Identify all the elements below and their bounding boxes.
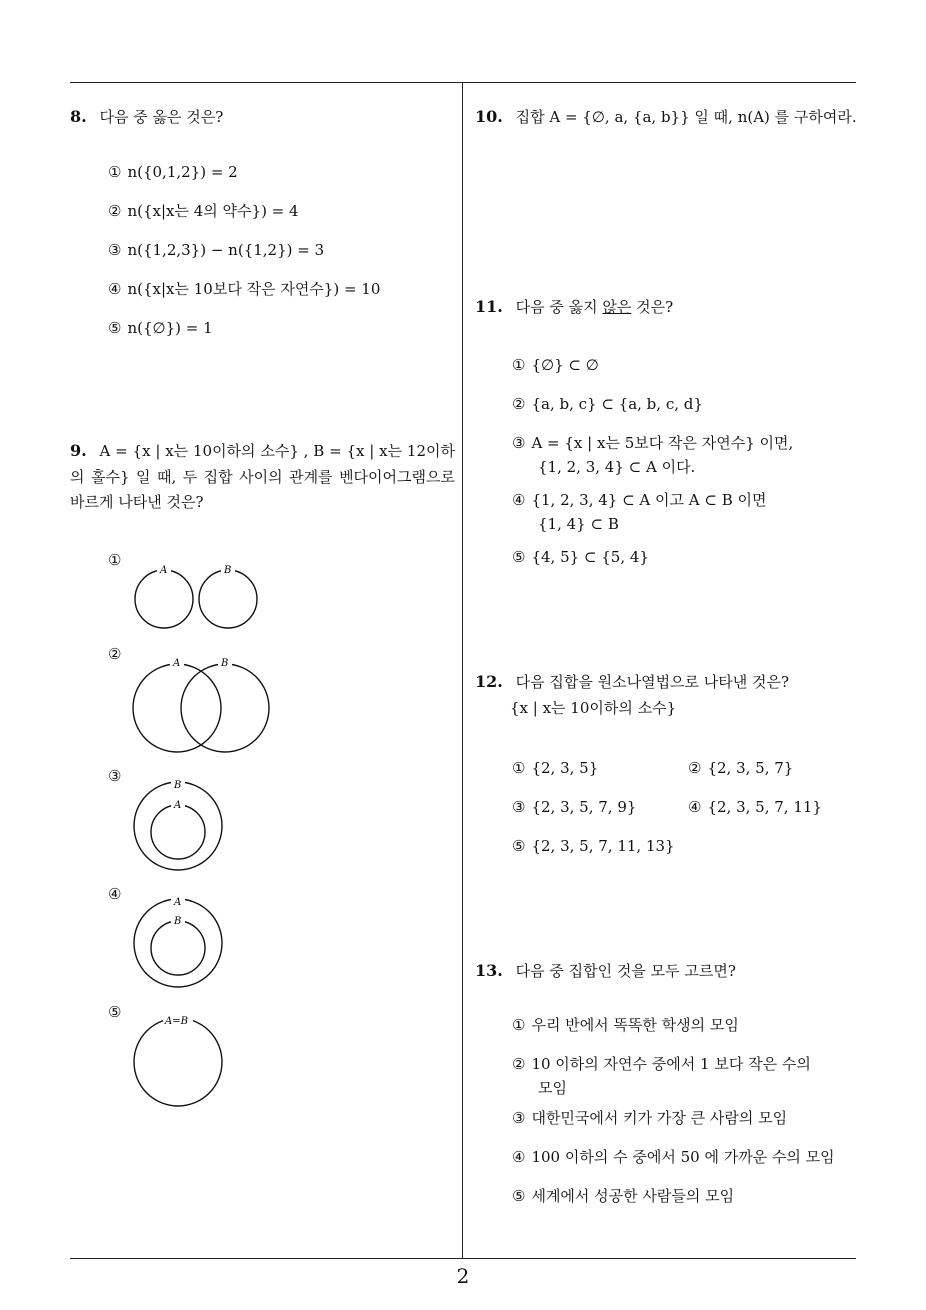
- question-text: 집합 A = {∅, a, {a, b}} 일 때, n(A) 를 구하여라.: [515, 108, 857, 126]
- option-text-line2: {1, 2, 3, 4} ⊂ A 이다.: [538, 458, 696, 476]
- option-mark: ④: [688, 798, 702, 816]
- option-text: 100 이하의 수 중에서 50 에 가까운 수의 모임: [531, 1148, 835, 1166]
- option-text-line1: {1, 2, 3, 4} ⊂ A 이고 A ⊂ B 이면: [531, 491, 767, 509]
- set-a-circle: [151, 805, 205, 859]
- q9-option-4-venn[interactable]: [125, 892, 235, 992]
- q13-option-5[interactable]: [512, 1184, 734, 1208]
- column-divider: [462, 83, 463, 1259]
- option-mark: ⑤: [512, 1187, 526, 1205]
- q13-option-4[interactable]: [512, 1145, 835, 1169]
- question-10: [475, 103, 860, 131]
- set-b-circle: [134, 782, 222, 870]
- set-a-circle: [134, 899, 222, 987]
- q8-option-4[interactable]: [108, 277, 380, 301]
- question-number: 10.: [475, 107, 503, 126]
- option-text: 세계에서 성공한 사람들의 모임: [531, 1187, 735, 1205]
- set-b-label: B: [221, 658, 229, 669]
- q8-option-5[interactable]: [108, 316, 213, 340]
- option-text: {2, 3, 5, 7, 11}: [707, 798, 822, 816]
- option-text-line1: A = {x | x는 5보다 작은 자연수} 이면,: [531, 434, 794, 452]
- set-a-circle: [135, 570, 193, 628]
- set-a-circle: [133, 664, 221, 752]
- q8-option-2[interactable]: [108, 199, 299, 223]
- option-text: n({1,2,3}) − n({1,2}) = 3: [127, 241, 325, 259]
- option-text: n({0,1,2}) = 2: [127, 163, 238, 181]
- option-text: {4, 5} ⊂ {5, 4}: [531, 548, 649, 566]
- page-number: 2: [456, 1264, 470, 1288]
- question-text: A = {x | x는 10이하의 소수} , B = {x | x는 12이하의 홀수} 일 때, 두 집합 사이의 관계를 벤다이어그램으로 바르게 나타낸 것은?: [70, 442, 455, 511]
- option-text: {2, 3, 5, 7}: [707, 759, 794, 777]
- q12-option-2[interactable]: [688, 756, 793, 780]
- set-ab-circle: [134, 1018, 222, 1106]
- option-mark: ④: [108, 280, 122, 298]
- option-mark: ③: [108, 241, 122, 259]
- question-number: 12.: [475, 672, 503, 691]
- question-set: {x | x는 10이하의 소수}: [510, 698, 677, 717]
- q9-option-1-mark[interactable]: ①: [108, 551, 122, 569]
- question-text: 다음 중 집합인 것을 모두 고르면?: [515, 962, 736, 980]
- set-a-label: A: [174, 800, 182, 811]
- option-mark: ⑤: [108, 319, 122, 337]
- q8-option-3[interactable]: [108, 238, 324, 262]
- set-b-circle: [181, 664, 269, 752]
- question-12: [475, 668, 855, 721]
- question-9: [70, 437, 455, 516]
- question-text-underlined: 않은: [602, 298, 632, 316]
- question-text-before: 다음 중 옳지: [515, 298, 603, 316]
- option-mark: ①: [512, 1016, 526, 1034]
- question-text-after: 것은?: [631, 298, 674, 316]
- q11-option-2[interactable]: [512, 392, 703, 416]
- option-text-line1: 10 이하의 자연수 중에서 1 보다 작은 수의: [531, 1055, 811, 1073]
- q13-option-3[interactable]: [512, 1106, 787, 1130]
- option-mark: ①: [108, 163, 122, 181]
- question-text: 다음 중 옳은 것은?: [99, 108, 224, 126]
- q11-option-3[interactable]: [512, 431, 793, 479]
- option-text: n({x|x는 4의 약수}) = 4: [127, 202, 299, 220]
- bottom-rule: [70, 1258, 856, 1259]
- option-text: n({∅}) = 1: [127, 319, 213, 337]
- set-a-label: A: [160, 565, 168, 576]
- set-b-label: B: [224, 565, 232, 576]
- set-a-label: A: [174, 897, 182, 908]
- option-mark: ④: [512, 1148, 526, 1166]
- option-text: 대한민국에서 키가 가장 큰 사람의 모임: [531, 1109, 788, 1127]
- q8-option-1[interactable]: [108, 160, 238, 184]
- question-number: 13.: [475, 961, 503, 980]
- option-text-line2: {1, 4} ⊂ B: [538, 515, 619, 533]
- q9-option-2-venn[interactable]: [125, 652, 280, 757]
- option-mark: ③: [512, 434, 526, 452]
- option-mark: ①: [512, 759, 526, 777]
- q9-option-2-mark[interactable]: ②: [108, 645, 122, 663]
- question-8: [70, 103, 450, 131]
- option-text-line2: 모임: [538, 1079, 567, 1097]
- set-b-circle: [199, 570, 257, 628]
- option-mark: ③: [512, 798, 526, 816]
- q12-option-5[interactable]: [512, 834, 675, 858]
- q9-option-3-venn[interactable]: [125, 776, 235, 876]
- set-a-label: A: [173, 658, 181, 669]
- q12-option-4[interactable]: [688, 795, 822, 819]
- q12-option-3[interactable]: [512, 795, 636, 819]
- question-number: 9.: [70, 441, 87, 460]
- option-text: 우리 반에서 똑똑한 학생의 모임: [531, 1016, 739, 1034]
- q9-option-3-mark[interactable]: ③: [108, 767, 122, 785]
- q12-option-1[interactable]: [512, 756, 598, 780]
- question-11: [475, 293, 855, 321]
- option-mark: ①: [512, 356, 526, 374]
- q9-option-5-venn[interactable]: [125, 1012, 235, 1112]
- option-mark: ②: [512, 395, 526, 413]
- q9-option-5-mark[interactable]: ⑤: [108, 1003, 122, 1021]
- option-mark: ②: [108, 202, 122, 220]
- option-mark: ②: [688, 759, 702, 777]
- set-b-label: B: [174, 916, 182, 927]
- q11-option-5[interactable]: [512, 545, 649, 569]
- option-text: {2, 3, 5}: [531, 759, 599, 777]
- option-text: {2, 3, 5, 7, 9}: [531, 798, 637, 816]
- option-text: n({x|x는 10보다 작은 자연수}) = 10: [127, 280, 381, 298]
- option-mark: ⑤: [512, 548, 526, 566]
- option-text: {a, b, c} ⊂ {a, b, c, d}: [531, 395, 703, 413]
- question-text: 다음 집합을 원소나열법으로 나타낸 것은?: [515, 673, 790, 691]
- q13-option-2[interactable]: [512, 1052, 811, 1100]
- q11-option-1[interactable]: [512, 353, 599, 377]
- q13-option-1[interactable]: [512, 1013, 739, 1037]
- option-text: {∅} ⊂ ∅: [531, 356, 599, 374]
- option-mark: ⑤: [512, 837, 526, 855]
- question-13: [475, 957, 855, 985]
- top-rule: [70, 82, 856, 83]
- option-mark: ④: [512, 491, 526, 509]
- set-b-circle: [151, 921, 205, 975]
- question-number: 11.: [475, 297, 503, 316]
- q11-option-4[interactable]: [512, 488, 766, 536]
- option-mark: ②: [512, 1055, 526, 1073]
- set-ab-label: A=B: [165, 1016, 188, 1027]
- q9-option-1-venn[interactable]: [125, 560, 275, 635]
- option-text: {2, 3, 5, 7, 11, 13}: [531, 837, 675, 855]
- set-b-label: B: [174, 780, 182, 791]
- q9-option-4-mark[interactable]: ④: [108, 885, 122, 903]
- option-mark: ③: [512, 1109, 526, 1127]
- question-number: 8.: [70, 107, 87, 126]
